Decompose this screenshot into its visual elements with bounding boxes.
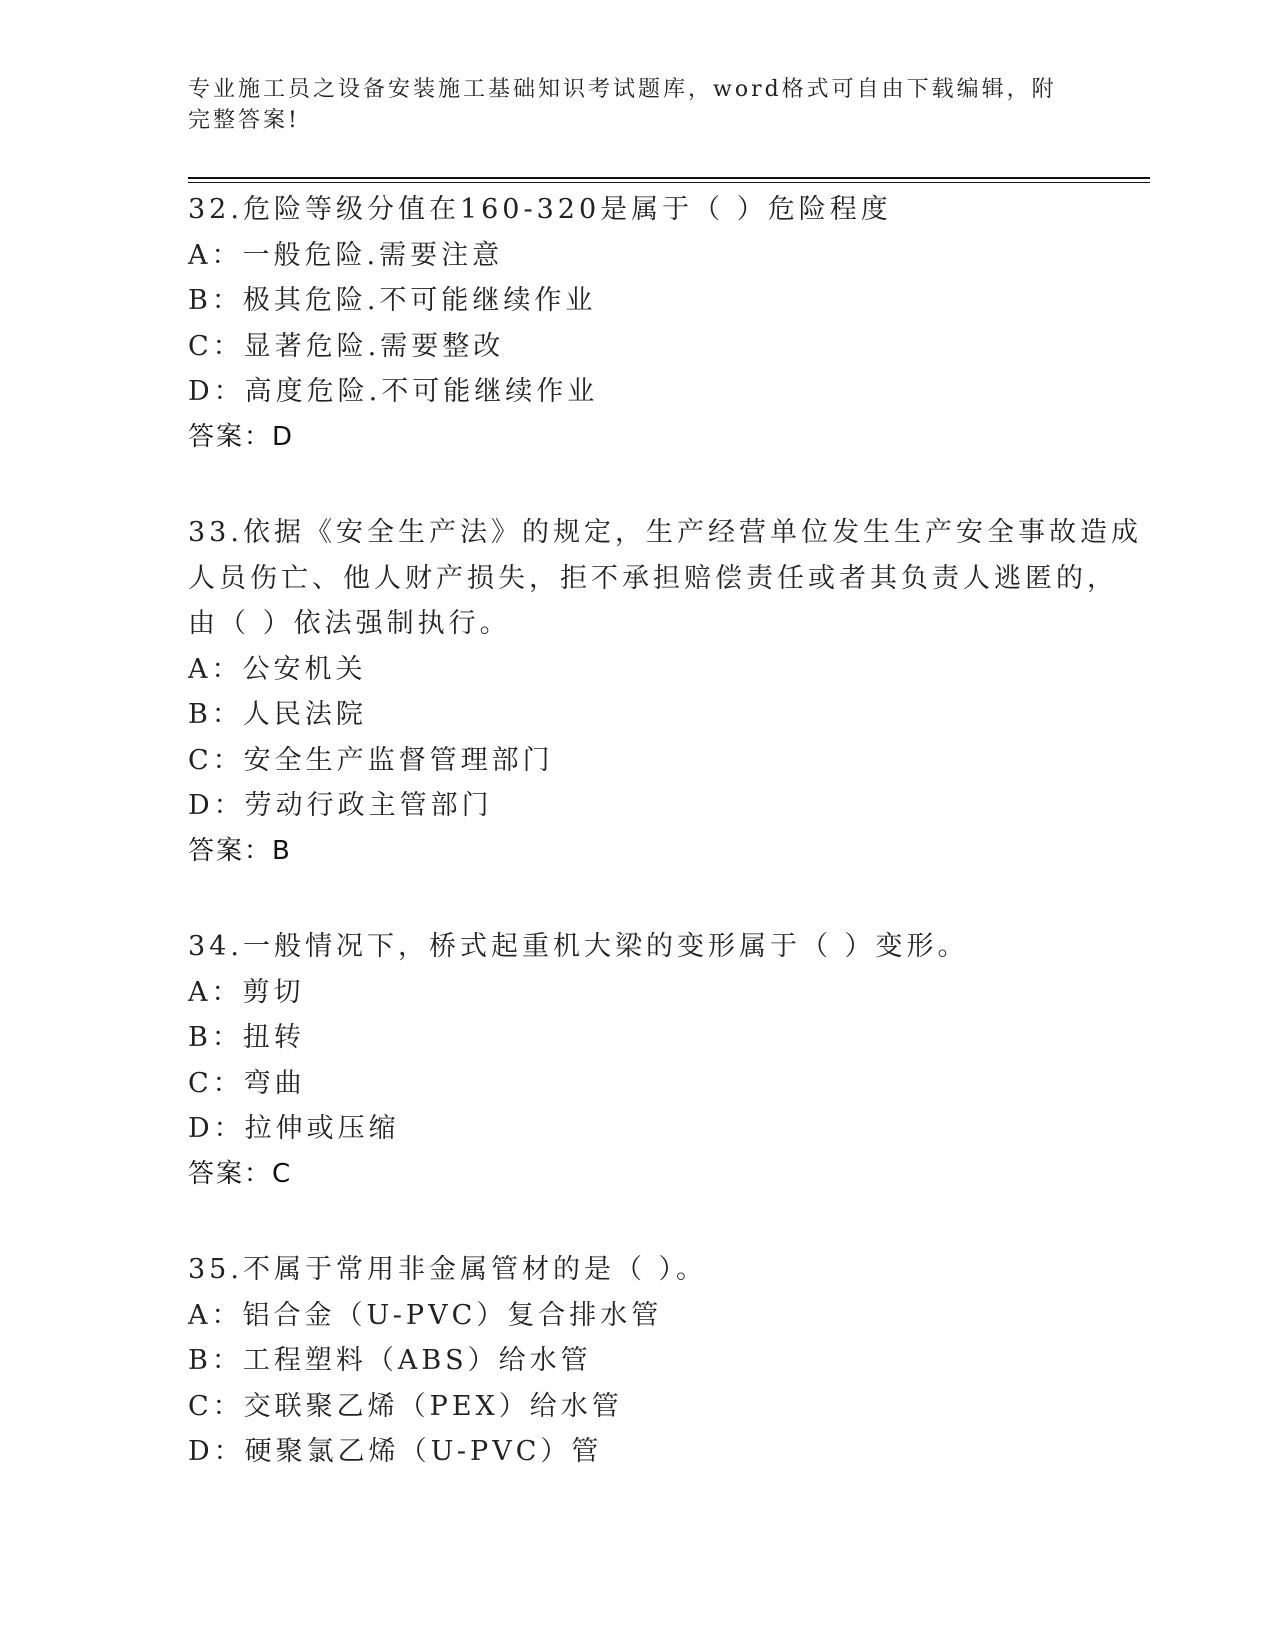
option-a: A：剪切 <box>188 976 305 1008</box>
option-d: D：劳动行政主管部门 <box>188 790 493 821</box>
header-rule-thick <box>188 177 1150 179</box>
option-c: C：显著危险.需要整改 <box>188 330 505 362</box>
answer-line: 答案：D <box>188 421 295 452</box>
option-d: D：硬聚氯乙烯（U-PVC）管 <box>188 1436 603 1467</box>
answer-line: 答案：C <box>188 1158 293 1189</box>
question-stem-line-2: 人员伤亡、他人财产损失，拒不承担赔偿责任或者其负责人逃匿的， <box>188 562 1118 594</box>
header-rule-thin <box>188 182 1150 183</box>
question-stem-line-1: 33.依据《安全生产法》的规定，生产经营单位发生生产安全事故造成 <box>188 517 1142 548</box>
document-header: 专业施工员之设备安装施工基础知识考试题库，word格式可自由下载编辑，附完整答案! <box>188 77 1057 133</box>
option-d: D：高度危险.不可能继续作业 <box>188 376 599 407</box>
option-a: A：铝合金（U-PVC）复合排水管 <box>188 1299 663 1331</box>
question-stem-line-3: 由（ ）依法强制执行。 <box>188 608 511 639</box>
question-list <box>188 187 1142 1525</box>
question-34 <box>188 924 1088 1197</box>
option-c: C：弯曲 <box>188 1067 306 1099</box>
option-a: A：一般危险.需要注意 <box>188 239 504 271</box>
question-33 <box>188 510 1142 874</box>
option-c: C：安全生产监督管理部门 <box>188 744 554 776</box>
option-b: B：工程塑料（ABS）给水管 <box>188 1345 592 1376</box>
option-b: B：极其危险.不可能继续作业 <box>188 285 597 316</box>
question-stem: 34.一般情况下，桥式起重机大梁的变形属于（ ）变形。 <box>188 931 969 962</box>
answer-line: 答案：B <box>188 835 292 866</box>
option-d: D：拉伸或压缩 <box>188 1113 400 1144</box>
option-b: B：人民法院 <box>188 699 367 730</box>
option-a: A：公安机关 <box>188 653 367 685</box>
option-c: C：交联聚乙烯（PEX）给水管 <box>188 1390 623 1422</box>
question-35 <box>188 1247 1088 1475</box>
question-32 <box>188 187 1088 460</box>
question-stem: 32.危险等级分值在160-320是属于（ ）危险程度 <box>188 194 892 225</box>
question-stem: 35.不属于常用非金属管材的是（ ）。 <box>188 1254 708 1285</box>
option-b: B：扭转 <box>188 1022 305 1053</box>
